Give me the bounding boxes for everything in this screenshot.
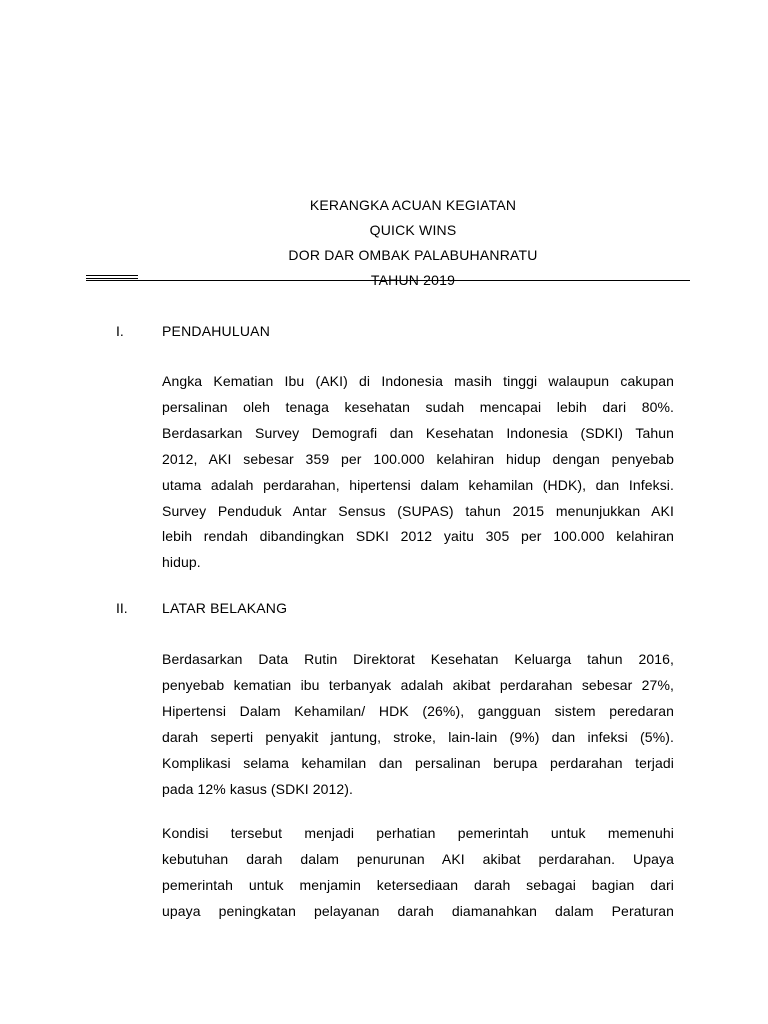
paragraph-line: pada 12% kasus (SDKI 2012).: [162, 780, 354, 797]
section-number: II.: [116, 600, 128, 616]
title-line: TAHUN 2019: [370, 272, 456, 288]
paragraph: [162, 647, 674, 802]
paragraph-line: Hipertensi Dalam Kehamilan/ HDK (26%), gangguan sistem peredaran: [162, 702, 674, 719]
paragraph-line: Angka Kematian Ibu (AKI) di Indonesia masih tinggi walaupun cakupan: [162, 373, 674, 389]
paragraph-line: upaya peningkatan pelayanan darah diamanahkan dalam Peraturan: [162, 902, 674, 919]
paragraph-line: persalinan oleh tenaga kesehatan sudah mencapai lebih dari 80%.: [162, 398, 674, 415]
paragraph-line: hidup.: [162, 554, 201, 571]
header-rule-left: [86, 278, 138, 279]
paragraph-line: utama adalah perdarahan, hipertensi dalam kehamilan (HDK), dan Infeksi.: [162, 476, 674, 493]
paragraph-line: Komplikasi selama kehamilan dan persalinan berupa perdarahan terjadi: [162, 754, 674, 771]
paragraph: [162, 821, 674, 925]
paragraph-line: kebutuhan darah dalam penurunan AKI akibat perdarahan. Upaya: [162, 850, 674, 867]
title-line: KERANGKA ACUAN KEGIATAN: [309, 197, 517, 213]
paragraph-line: 2012, AKI sebesar 359 per 100.000 kelahiran hidup dengan penyebab: [162, 450, 674, 467]
paragraph-line: darah seperti penyakit jantung, stroke, lain-lain (9%) dan infeksi (5%).: [162, 728, 674, 745]
paragraph-line: Kondisi tersebut menjadi perhatian pemerintah untuk memenuhi: [162, 825, 674, 841]
title-line: QUICK WINS: [369, 222, 457, 238]
section-heading: PENDAHULUAN: [162, 323, 270, 339]
paragraph-line: penyebab kematian ibu terbanyak adalah akibat perdarahan sebesar 27%,: [162, 676, 674, 693]
paragraph-line: Survey Penduduk Antar Sensus (SUPAS) tahun 2015 menunjukkan AKI: [162, 502, 674, 519]
paragraph: [162, 369, 674, 576]
title-line: DOR DAR OMBAK PALABUHANRATU: [288, 247, 538, 263]
paragraph-line: Berdasarkan Survey Demografi dan Kesehatan Indonesia (SDKI) Tahun: [162, 424, 674, 441]
paragraph-line: Berdasarkan Data Rutin Direktorat Kesehatan Keluarga tahun 2016,: [162, 651, 674, 667]
header-rule: [86, 280, 690, 281]
section-number: I.: [116, 323, 124, 339]
header-rule-left: [86, 275, 138, 276]
paragraph-line: pemerintah untuk menjamin ketersediaan darah sebagai bagian dari: [162, 876, 674, 893]
section-heading: LATAR BELAKANG: [162, 600, 288, 616]
paragraph-line: lebih rendah dibandingkan SDKI 2012 yaitu 305 per 100.000 kelahiran: [162, 528, 674, 545]
